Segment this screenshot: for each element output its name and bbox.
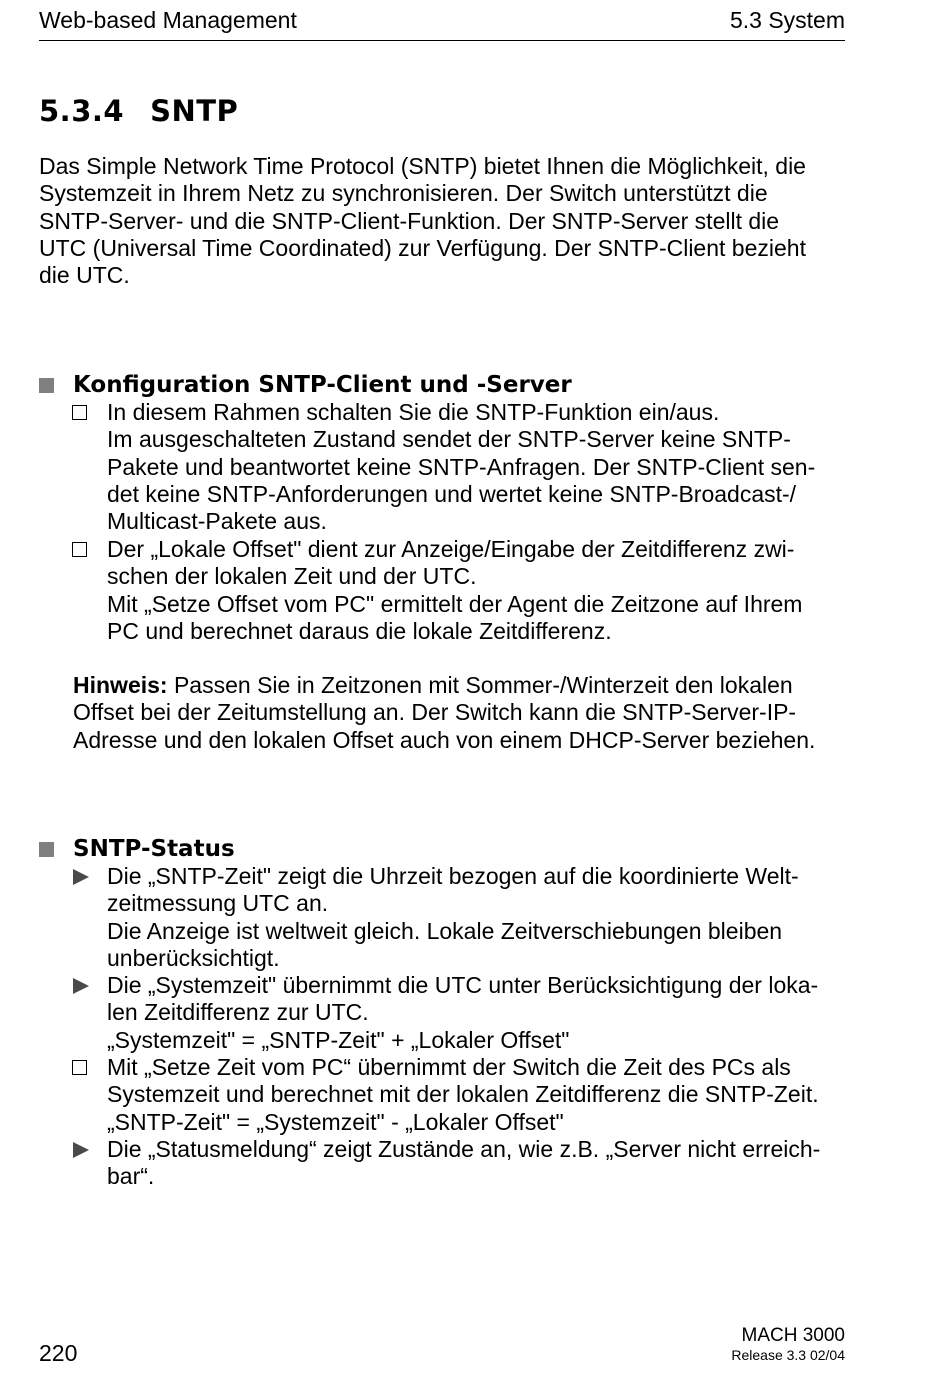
intro-line: Das Simple Network Time Protocol (SNTP) bietet Ihnen die Möglichkeit, die (39, 153, 806, 179)
config-item (72, 399, 852, 535)
triangle-bullet-icon (73, 869, 89, 885)
release-info: Release 3.3 02/04 (731, 1347, 845, 1363)
note-line: Offset bei der Zeitumstellung an. Der Switch kann die SNTP-Server-IP- (73, 699, 797, 726)
section-name: SNTP (150, 94, 239, 128)
item-line: Im ausgeschalteten Zustand sendet der SNTP-Server keine SNTP- (107, 426, 791, 453)
note-line: Adresse und den lokalen Offset auch von einem DHCP-Server beziehen. (73, 726, 816, 753)
intro-line: SNTP-Server- und die SNTP-Client-Funktion. Der SNTP-Server stellt die (39, 207, 780, 234)
item-line: bar“. (107, 1163, 155, 1190)
item-line: Multicast-Pakete aus. (107, 508, 327, 535)
status-title: SNTP-Status (73, 836, 235, 862)
status-item (72, 863, 852, 972)
item-line: len Zeitdifferenz zur UTC. (107, 999, 369, 1026)
note-label: Hinweis: (73, 672, 168, 698)
item-line: Die „Statusmeldung“ zeigt Zustände an, wie z.B. „Server nicht erreich- (107, 1136, 821, 1162)
intro-line: Systemzeit in Ihrem Netz zu synchronisieren. Der Switch unterstützt die (39, 180, 768, 207)
item-line: PC und berechnet daraus die lokale Zeitdifferenz. (107, 617, 612, 644)
item-line: schen der lokalen Zeit und der UTC. (107, 563, 477, 590)
header-section: 5.3 System (729, 7, 845, 33)
item-line: „SNTP-Zeit" = „Systemzeit" - „Lokaler Offset" (107, 1108, 564, 1135)
item-line: Pakete und beantwortet keine SNTP-Anfragen. Der SNTP-Client sen- (107, 453, 816, 480)
item-line: Systemzeit und berechnet mit der lokalen Zeitdifferenz die SNTP-Zeit. (107, 1081, 819, 1108)
intro-line: die UTC. (39, 262, 130, 289)
item-line: In diesem Rahmen schalten Sie die SNTP-Funktion ein/aus. (107, 399, 720, 425)
checkbox-bullet-icon (72, 405, 87, 420)
status-item (72, 1054, 852, 1136)
item-line: det keine SNTP-Anforderungen und wertet keine SNTP-Broadcast-/ (107, 480, 797, 507)
section-number: 5.3.4 (39, 94, 125, 128)
item-line: Die Anzeige ist weltweit gleich. Lokale Zeitverschiebungen bleiben (107, 917, 783, 944)
status-item (72, 1136, 852, 1191)
intro-paragraph (39, 153, 849, 289)
gray-square-icon (39, 842, 54, 857)
intro-line: UTC (Universal Time Coordinated) zur Verfügung. Der SNTP-Client bezieht (39, 234, 806, 261)
product-name: MACH 3000 (741, 1325, 845, 1346)
item-line: Die „Systemzeit" übernimmt die UTC unter Berücksichtigung der loka- (107, 972, 819, 998)
gray-square-icon (39, 378, 54, 393)
page-number: 220 (39, 1340, 78, 1366)
item-line: „Systemzeit" = „SNTP-Zeit" + „Lokaler Offset" (107, 1026, 570, 1053)
note-paragraph (73, 672, 863, 754)
config-item (72, 536, 852, 645)
config-title: Konfiguration SNTP-Client und -Server (73, 372, 572, 398)
status-heading (39, 835, 235, 863)
item-line: zeitmessung UTC an. (107, 890, 329, 917)
item-line: Mit „Setze Zeit vom PC“ übernimmt der Switch die Zeit des PCs als (107, 1054, 791, 1080)
checkbox-bullet-icon (72, 1060, 87, 1075)
item-line: Der „Lokale Offset" dient zur Anzeige/Eingabe der Zeitdifferenz zwi- (107, 536, 795, 562)
item-line: Mit „Setze Offset vom PC" ermittelt der Agent die Zeitzone auf Ihrem (107, 590, 803, 617)
item-line: Die „SNTP-Zeit" zeigt die Uhrzeit bezogen auf die koordinierte Welt- (107, 863, 799, 889)
header-chapter: Web-based Management (39, 7, 297, 33)
status-item (72, 972, 852, 1054)
checkbox-bullet-icon (72, 542, 87, 557)
page-header (39, 6, 845, 41)
triangle-bullet-icon (73, 978, 89, 994)
triangle-bullet-icon (73, 1142, 89, 1158)
section-title (39, 94, 238, 128)
item-line: unberücksichtigt. (107, 944, 280, 971)
config-heading (39, 371, 572, 399)
note-line: Passen Sie in Zeitzonen mit Sommer-/Winterzeit den lokalen (167, 672, 793, 698)
